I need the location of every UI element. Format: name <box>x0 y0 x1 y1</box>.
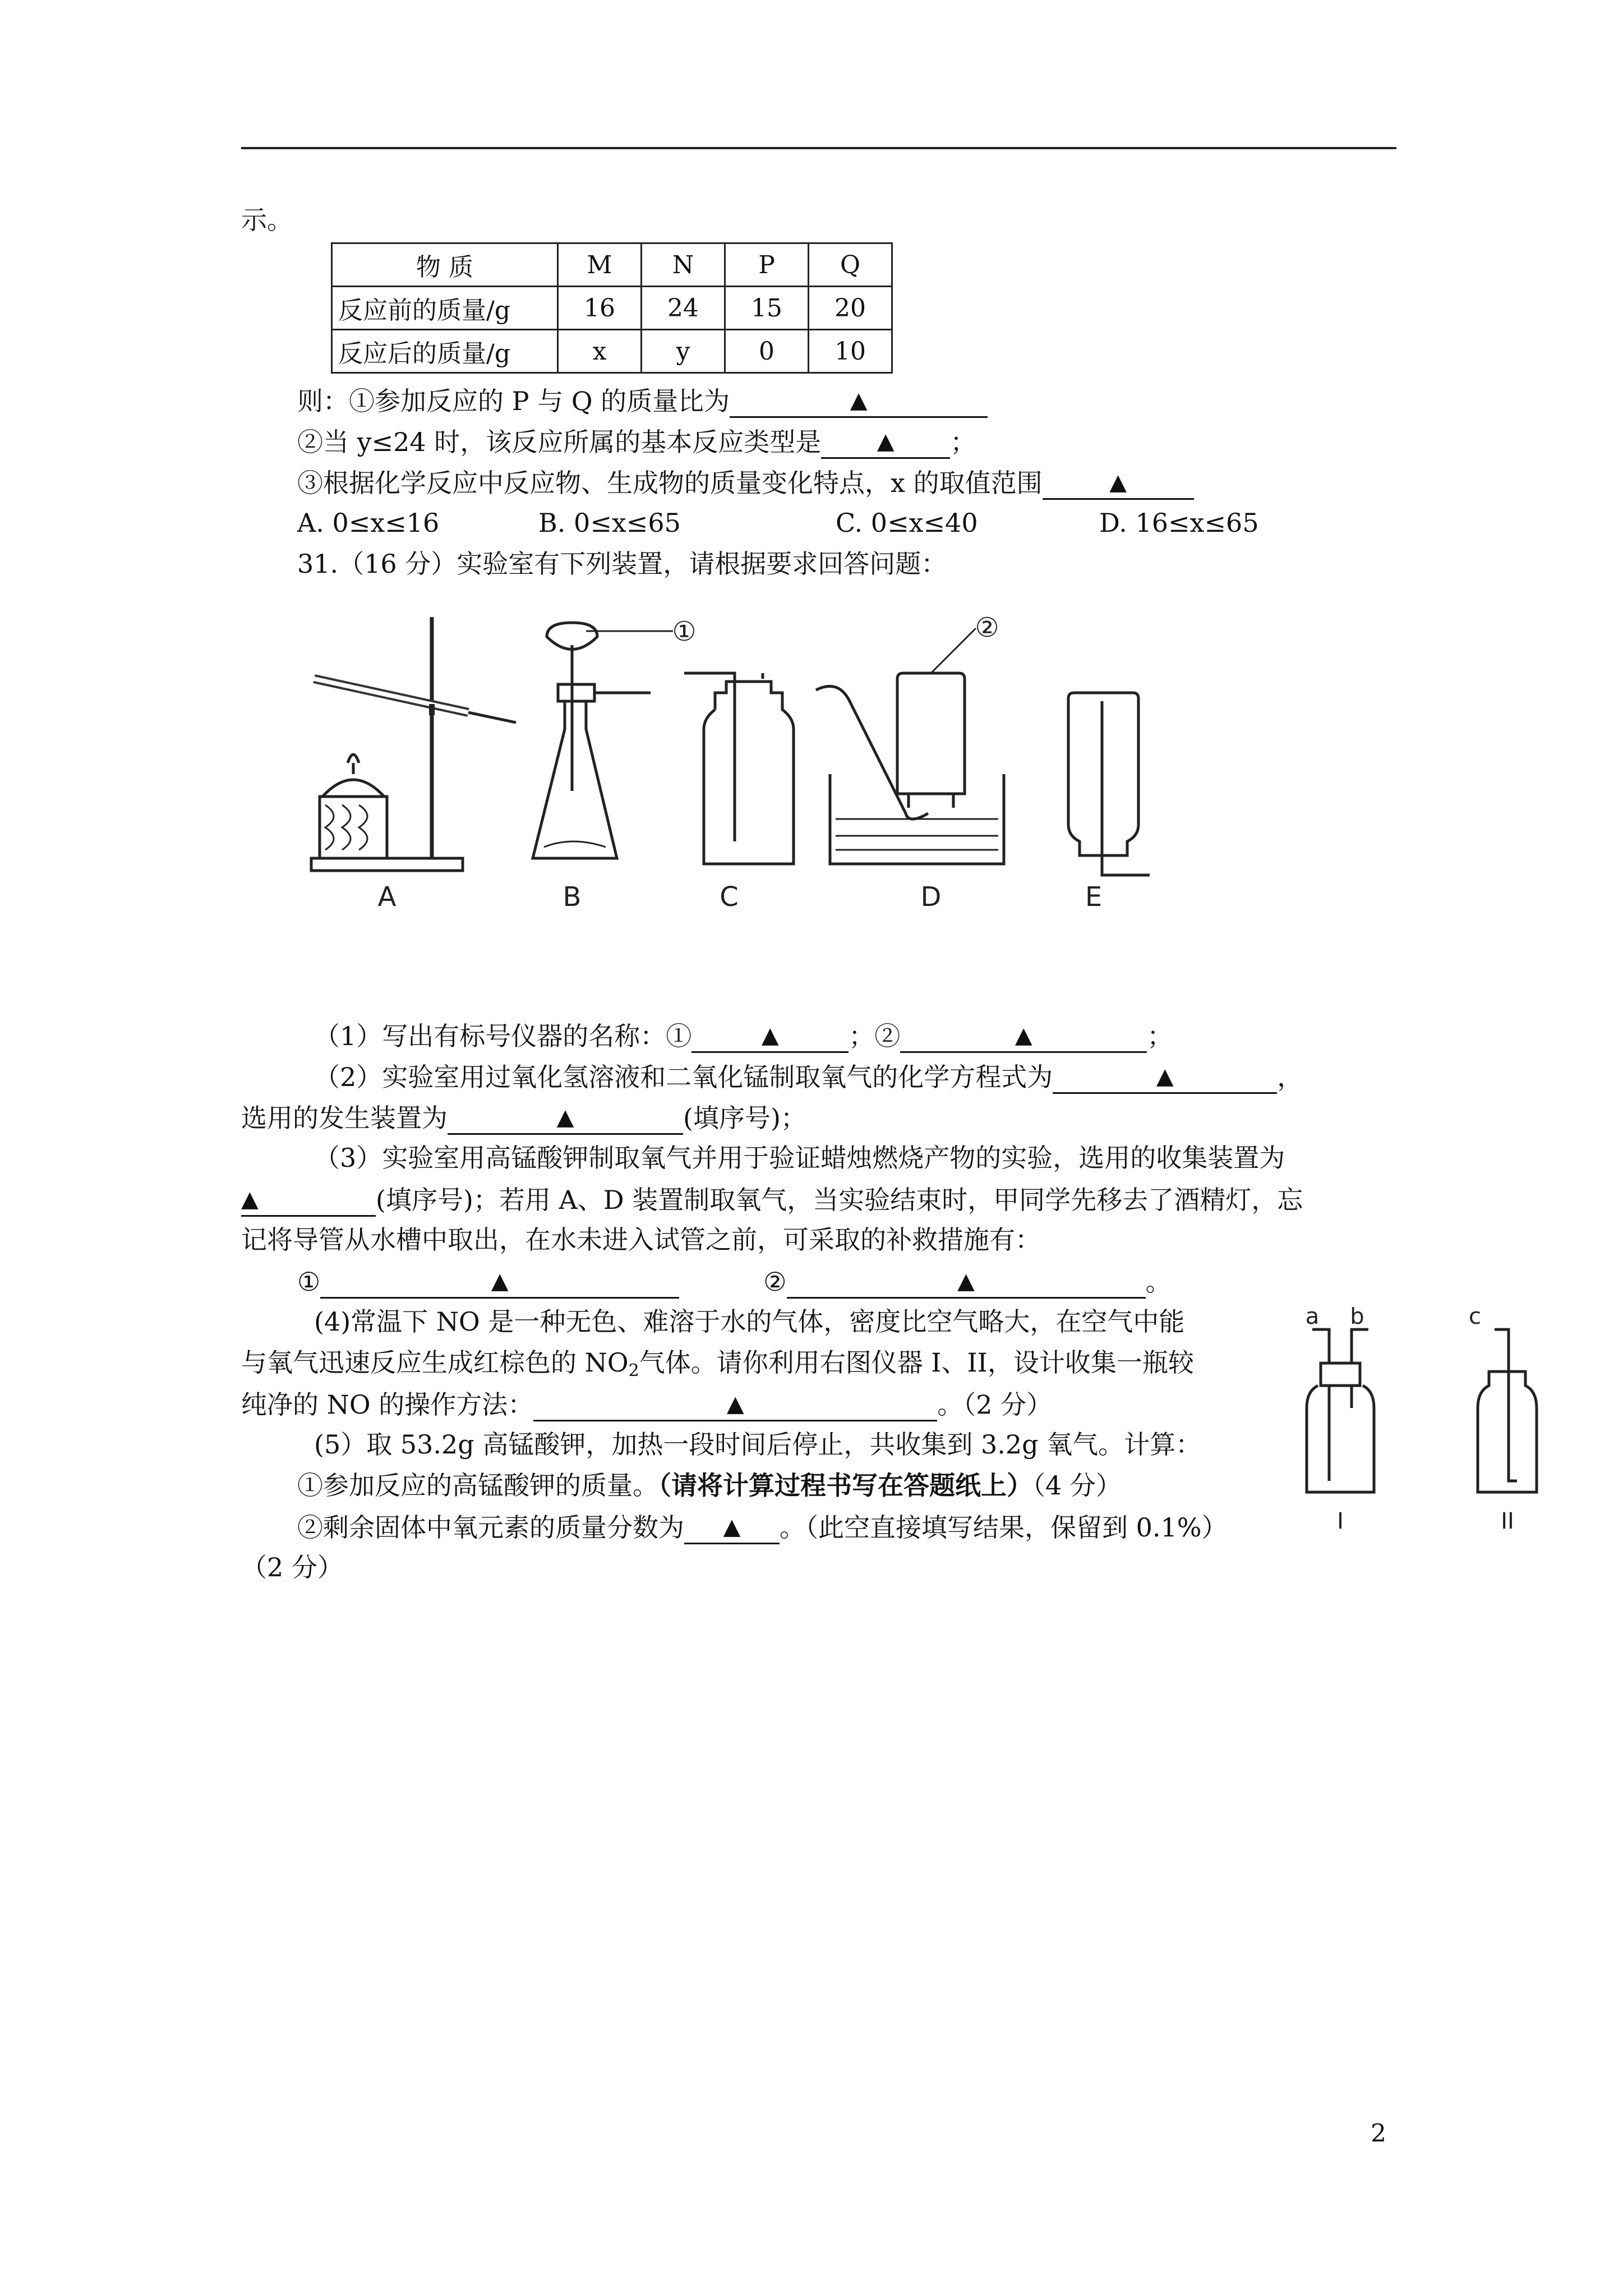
apparatus-e <box>1068 693 1150 875</box>
table-row <box>332 330 892 373</box>
table-cell: y <box>642 330 725 373</box>
option-a[interactable]: A. 0≤x≤16 <box>297 508 440 538</box>
table-cell: 0 <box>725 330 809 373</box>
answer-blank[interactable]: ▲ <box>821 424 950 459</box>
bottle-ii <box>1478 1329 1537 1492</box>
bottle-label-b: b <box>1350 1307 1364 1329</box>
apparatus-c <box>684 673 794 864</box>
q31-s4c: 纯净的 NO 的操作方法： ▲ 。（2 分） <box>241 1387 1052 1421</box>
apparatus-b <box>533 623 673 858</box>
q30-part2: ②当 y≤24 时，该反应所属的基本反应类型是 ▲ ； <box>297 424 976 459</box>
table-cell: 24 <box>642 287 725 330</box>
q31-s4b: 与氧气迅速反应生成红棕色的 $NO_2$气体。请你利用右图仪器 I、II，设计收集一瓶较 <box>241 1347 1194 1381</box>
bottle-label-i: I <box>1337 1508 1344 1534</box>
option-b[interactable]: B. 0≤x≤65 <box>538 508 681 538</box>
header-rule <box>241 147 1396 149</box>
apparatus-d <box>816 628 1004 864</box>
q31-s2a: （2）实验室用过氧化氢溶液和二氧化锰制取氧气的化学方程式为 ▲ ， <box>314 1059 1303 1094</box>
table-row <box>332 243 892 287</box>
answer-blank[interactable]: ▲ <box>320 1264 679 1299</box>
q31-title: 31.（16 分）实验室有下列装置，请根据要求回答问题： <box>297 549 947 579</box>
table-cell: 20 <box>809 287 892 330</box>
table-col-header: N <box>642 243 725 287</box>
lead-text: 示。 <box>241 205 293 235</box>
answer-blank[interactable]: ▲ <box>730 383 988 418</box>
option-d[interactable]: D. 16≤x≤65 <box>1099 508 1259 538</box>
table-cell: 16 <box>558 287 642 330</box>
bottle-i <box>1307 1329 1374 1492</box>
table-row-label: 反应后的质量/g <box>332 330 558 373</box>
table-col-header: P <box>725 243 809 287</box>
apparatus-a <box>311 617 516 871</box>
q31-s3c: 记将导管从水槽中取出，在水未进入试管之前，可采取的补救措施有： <box>241 1225 1041 1255</box>
q31-s2b: 选用的发生装置为 ▲ (填序号)； <box>241 1100 806 1135</box>
q31-s5: (5）取 53.2g 高锰酸钾，加热一段时间后停止，共收集到 3.2g 氧气。计算： <box>314 1429 1202 1460</box>
answer-blank[interactable]: ▲ <box>787 1264 1146 1299</box>
table-row <box>332 287 892 330</box>
page-number: 2 <box>1371 2119 1386 2148</box>
answer-blank[interactable]: ▲ <box>533 1387 937 1421</box>
q31-s5-3: （2 分） <box>241 1552 343 1582</box>
table-cell: x <box>558 330 642 373</box>
bottles-figure <box>1295 1307 1553 1543</box>
q31-s3a: （3）实验室用高锰酸钾制取氧气并用于验证蜡烛燃烧产物的实验，选用的收集装置为 <box>314 1143 1285 1173</box>
answer-blank[interactable]: ▲ <box>1043 465 1194 500</box>
answer-blank[interactable]: ▲ <box>448 1100 683 1135</box>
mass-table <box>331 242 893 374</box>
option-c[interactable]: C. 0≤x≤40 <box>836 508 978 538</box>
bottle-label-ii: II <box>1501 1508 1514 1534</box>
answer-blank[interactable]: ▲ <box>241 1182 376 1217</box>
figure-label-c: C <box>720 881 739 913</box>
q31-s1: （1）写出有标号仪器的名称：① ▲ ；② ▲ ； <box>314 1018 1173 1053</box>
q31-s5-1: ①参加反应的高锰酸钾的质量。（请将计算过程书写在答题纸上）（4 分） <box>297 1470 1122 1501</box>
bottle-label-a: a <box>1305 1307 1320 1329</box>
answer-blank[interactable]: ▲ <box>1053 1059 1277 1094</box>
answer-blank[interactable]: ▲ <box>684 1510 780 1544</box>
figure-label-b: B <box>562 881 582 913</box>
q30-part1: 则：①参加反应的 P 与 Q 的质量比为 ▲ <box>297 383 988 418</box>
figure-label-d: D <box>920 881 942 913</box>
figure-label-e: E <box>1085 881 1103 913</box>
figure-label-a: A <box>377 881 396 913</box>
callout-2: ② <box>975 612 999 643</box>
q31-s3d: ① ▲ ② ▲ 。 <box>297 1264 1172 1299</box>
answer-blank[interactable]: ▲ <box>691 1018 849 1053</box>
q31-s4a: (4)常温下 NO 是一种无色、难溶于水的气体，密度比空气略大，在空气中能 <box>314 1306 1185 1337</box>
table-cell: 10 <box>809 330 892 373</box>
answer-blank[interactable]: ▲ <box>900 1018 1147 1053</box>
table-col-header: M <box>558 243 642 287</box>
q31-s3b: ▲ (填序号)；若用 A、D 装置制取氧气，当实验结束时，甲同学先移去了酒精灯，忘 <box>241 1182 1303 1217</box>
table-row-label: 反应前的质量/g <box>332 287 558 330</box>
bottle-label-c: c <box>1469 1307 1481 1329</box>
q31-s5-2: ②剩余固体中氧元素的质量分数为 ▲ 。（此空直接填写结果，保留到 0.1%） <box>297 1510 1228 1544</box>
table-header-label: 物 质 <box>332 243 558 287</box>
table-cell: 15 <box>725 287 809 330</box>
callout-1: ① <box>672 616 697 647</box>
apparatus-figure <box>292 595 1166 920</box>
table-col-header: Q <box>809 243 892 287</box>
q30-part3: ③根据化学反应中反应物、生成物的质量变化特点，x 的取值范围 ▲ <box>297 465 1194 500</box>
